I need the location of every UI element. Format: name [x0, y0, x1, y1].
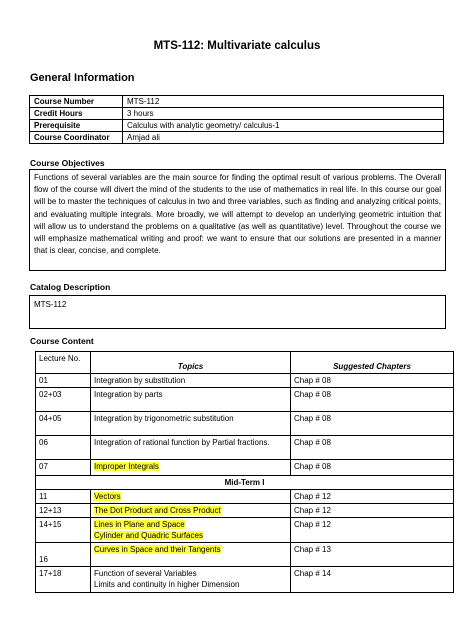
document-title: MTS-112: Multivariate calculus	[153, 40, 321, 52]
table-row	[36, 436, 454, 460]
catalog-description-heading: Catalog Description	[30, 282, 111, 292]
general-information-table	[29, 95, 444, 144]
course-content-heading: Course Content	[30, 336, 94, 346]
chapter: Chap # 12	[291, 504, 454, 518]
highlighted-topic: The Dot Product and Cross Product	[94, 506, 221, 515]
table-row	[36, 567, 454, 593]
lecture-number: 07	[36, 460, 91, 476]
course-coordinator-label: Course Coordinator	[30, 132, 123, 144]
lecture-number: 02+03	[36, 388, 91, 412]
course-objectives-heading: Course Objectives	[30, 158, 105, 168]
table-row	[36, 460, 454, 476]
topic	[91, 490, 291, 504]
chapter: Chap # 14	[291, 567, 454, 593]
chapter: Chap # 08	[291, 374, 454, 388]
course-number-label: Course Number	[30, 96, 123, 108]
chapter: Chap # 08	[291, 436, 454, 460]
table-row	[30, 108, 444, 120]
credit-hours-label: Credit Hours	[30, 108, 123, 120]
topic: Integration by trigonometric substitution	[91, 412, 291, 436]
table-row	[30, 132, 444, 144]
topic	[91, 518, 291, 543]
topic: Integration by substitution	[91, 374, 291, 388]
chapter: Chap # 08	[291, 412, 454, 436]
highlighted-topic: Vectors	[94, 492, 121, 501]
course-number-value: MTS-112	[123, 96, 444, 108]
chapters-column-header: Suggested Chapters	[291, 352, 454, 374]
credit-hours-value: 3 hours	[123, 108, 444, 120]
chapter: Chap # 08	[291, 460, 454, 476]
highlighted-topic: Cylinder and Quadric Surfaces	[94, 531, 203, 540]
midterm-label: Mid-Term I	[36, 476, 454, 490]
course-content-table	[35, 351, 454, 593]
table-row	[36, 518, 454, 543]
highlighted-topic: Curves in Space and their Tangents	[94, 545, 221, 554]
topics-column-header: Topics	[91, 352, 291, 374]
highlighted-topic: Improper Integrals	[94, 462, 159, 471]
lecture-number: 06	[36, 436, 91, 460]
chapter: Chap # 12	[291, 490, 454, 504]
highlighted-topic: Lines in Plane and Space	[94, 520, 185, 529]
lecture-number: 11	[36, 490, 91, 504]
general-information-heading: General Information	[30, 72, 135, 84]
chapter: Chap # 12	[291, 518, 454, 543]
lecture-number: 04+05	[36, 412, 91, 436]
topic-line: Function of several Variables	[94, 569, 197, 578]
table-header-row	[36, 352, 454, 374]
table-row	[36, 388, 454, 412]
topic	[91, 543, 291, 567]
topic: Integration of rational function by Partial fractions.	[91, 436, 291, 460]
lecture-number: 17+18	[36, 567, 91, 593]
catalog-description-text: MTS-112	[29, 295, 446, 329]
course-objectives-text: Functions of several variables are the main source for finding the optimal result of various problems. The Overall flow of the course will divert the mind of the students to the use of mathematics in real life. In this course our goal will be to master the techniques of calculus in two and three variables, such as finding and analyzing critical points, and evaluating multiple integrals. More broadly, we will attempt to develop an underlying geometric intuition that will allow us to understand the problems on a qualitative (as well as quantitative) level. Throughout the course we will emphasize mathematical writing and proof: we want to ensure that our solutions are presented in a manner that is clear, concise, and complete.	[29, 169, 446, 271]
lecture-number: 12+13	[36, 504, 91, 518]
lecture-number: 01	[36, 374, 91, 388]
chapter: Chap # 08	[291, 388, 454, 412]
table-row	[36, 374, 454, 388]
table-row	[36, 504, 454, 518]
course-coordinator-value: Amjad ali	[123, 132, 444, 144]
table-row	[30, 96, 444, 108]
topic	[91, 504, 291, 518]
topic	[91, 567, 291, 593]
table-row	[30, 120, 444, 132]
table-row	[36, 543, 454, 567]
lecture-column-header: Lecture No.	[36, 352, 91, 374]
lecture-number: 16	[36, 543, 91, 567]
topic: Integration by parts	[91, 388, 291, 412]
prerequisite-label: Prerequisite	[30, 120, 123, 132]
topic	[91, 460, 291, 476]
chapter: Chap # 13	[291, 543, 454, 567]
midterm-row	[36, 476, 454, 490]
lecture-number: 14+15	[36, 518, 91, 543]
prerequisite-value: Calculus with analytic geometry/ calculus-1	[123, 120, 444, 132]
table-row	[36, 490, 454, 504]
table-row	[36, 412, 454, 436]
topic-line: Limits and continuity in higher Dimension	[94, 580, 240, 589]
